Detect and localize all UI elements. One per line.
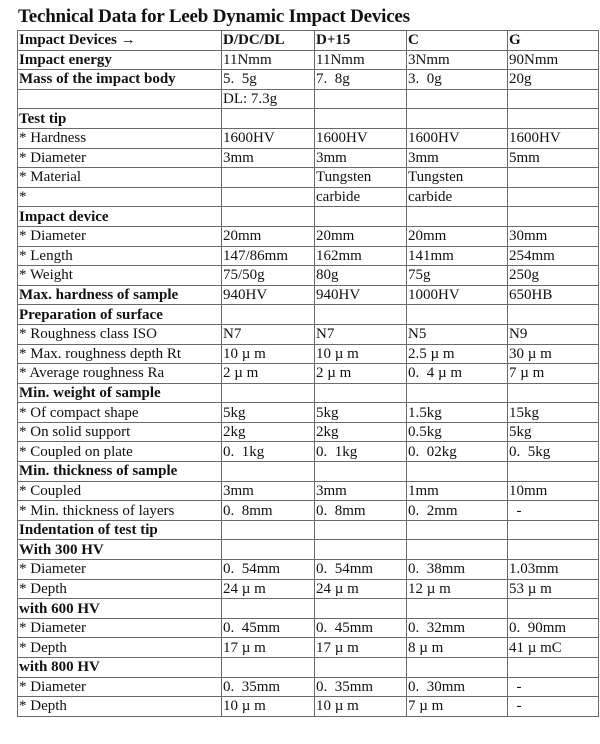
- cell-value: 940HV: [222, 285, 315, 305]
- cell-value: 0. 2mm: [407, 501, 508, 521]
- row-label: with 600 HV: [18, 599, 222, 619]
- cell-value: 53 µ m: [508, 579, 599, 599]
- cell-value: 1600HV: [315, 128, 407, 148]
- cell-value: 10mm: [508, 481, 599, 501]
- cell-value: Tungsten: [315, 168, 407, 188]
- cell-value: 12 µ m: [407, 579, 508, 599]
- cell-value: [315, 658, 407, 678]
- table-row: [18, 148, 599, 168]
- cell-value: [407, 658, 508, 678]
- cell-value: 2.5 µ m: [407, 344, 508, 364]
- cell-value: [315, 89, 407, 109]
- cell-value: 1600HV: [407, 128, 508, 148]
- cell-value: [222, 520, 315, 540]
- cell-value: 8 µ m: [407, 638, 508, 658]
- cell-value: 7 µ m: [508, 364, 599, 384]
- row-label: Preparation of surface: [18, 305, 222, 325]
- table-row: [18, 442, 599, 462]
- table-row: [18, 403, 599, 423]
- cell-value: 2kg: [222, 422, 315, 442]
- cell-value: -: [508, 677, 599, 697]
- cell-value: 3Nmm: [407, 50, 508, 70]
- table-row: [18, 697, 599, 717]
- cell-value: 10 µ m: [222, 697, 315, 717]
- section-row: [18, 70, 599, 90]
- cell-value: 2 µ m: [315, 364, 407, 384]
- cell-value: 0. 38mm: [407, 560, 508, 580]
- cell-value: [407, 462, 508, 482]
- cell-value: N7: [315, 324, 407, 344]
- section-row: [18, 520, 599, 540]
- row-label: * Roughness class ISO: [18, 324, 222, 344]
- row-label: * Hardness: [18, 128, 222, 148]
- section-row: [18, 50, 599, 70]
- cell-value: 0. 45mm: [222, 618, 315, 638]
- section-row: [18, 540, 599, 560]
- row-label: * Diameter: [18, 618, 222, 638]
- table-row: [18, 226, 599, 246]
- cell-value: 162mm: [315, 246, 407, 266]
- row-label: Impact device: [18, 207, 222, 227]
- cell-value: 0. 35mm: [222, 677, 315, 697]
- header-col-d-dc-dl: D/DC/DL: [222, 31, 315, 51]
- cell-value: [407, 89, 508, 109]
- cell-value: 940HV: [315, 285, 407, 305]
- table-row: [18, 364, 599, 384]
- table-row: [18, 422, 599, 442]
- cell-value: 3mm: [222, 481, 315, 501]
- cell-value: 20mm: [315, 226, 407, 246]
- section-row: [18, 462, 599, 482]
- cell-value: 2kg: [315, 422, 407, 442]
- cell-value: 3mm: [222, 148, 315, 168]
- cell-value: 1600HV: [508, 128, 599, 148]
- cell-value: 3mm: [315, 481, 407, 501]
- cell-value: [407, 109, 508, 129]
- row-label: *: [18, 187, 222, 207]
- cell-value: 250g: [508, 266, 599, 286]
- row-label: * Average roughness Ra: [18, 364, 222, 384]
- cell-value: 0. 30mm: [407, 677, 508, 697]
- cell-value: [508, 383, 599, 403]
- section-row: [18, 305, 599, 325]
- table-row: [18, 89, 599, 109]
- cell-value: [315, 462, 407, 482]
- section-row: [18, 383, 599, 403]
- cell-value: [222, 109, 315, 129]
- cell-value: N7: [222, 324, 315, 344]
- cell-value: 141mm: [407, 246, 508, 266]
- cell-value: 15kg: [508, 403, 599, 423]
- cell-value: [407, 540, 508, 560]
- cell-value: [508, 540, 599, 560]
- row-label: * Coupled: [18, 481, 222, 501]
- row-label: * Length: [18, 246, 222, 266]
- table-row: [18, 677, 599, 697]
- cell-value: [508, 207, 599, 227]
- cell-value: [222, 305, 315, 325]
- cell-value: 90Nmm: [508, 50, 599, 70]
- row-label: Mass of the impact body: [18, 70, 222, 90]
- table-row: [18, 324, 599, 344]
- cell-value: 24 µ m: [315, 579, 407, 599]
- cell-value: 11Nmm: [222, 50, 315, 70]
- cell-value: 2 µ m: [222, 364, 315, 384]
- table-row: [18, 246, 599, 266]
- row-label: Min. thickness of sample: [18, 462, 222, 482]
- cell-value: [508, 658, 599, 678]
- cell-value: 0. 8mm: [315, 501, 407, 521]
- cell-value: 1000HV: [407, 285, 508, 305]
- row-label: Impact energy: [18, 50, 222, 70]
- cell-value: [315, 109, 407, 129]
- cell-value: 0.5kg: [407, 422, 508, 442]
- cell-value: 147/86mm: [222, 246, 315, 266]
- cell-value: [508, 599, 599, 619]
- table-row: [18, 501, 599, 521]
- section-row: [18, 285, 599, 305]
- header-col-g: G: [508, 31, 599, 51]
- cell-value: [222, 207, 315, 227]
- cell-value: [315, 520, 407, 540]
- cell-value: [315, 305, 407, 325]
- cell-value: 10 µ m: [222, 344, 315, 364]
- cell-value: 41 µ mC: [508, 638, 599, 658]
- cell-value: [315, 599, 407, 619]
- cell-value: 75/50g: [222, 266, 315, 286]
- cell-value: 7. 8g: [315, 70, 407, 90]
- cell-value: 254mm: [508, 246, 599, 266]
- cell-value: carbide: [407, 187, 508, 207]
- cell-value: [508, 462, 599, 482]
- cell-value: [222, 383, 315, 403]
- cell-value: [222, 540, 315, 560]
- cell-value: [508, 109, 599, 129]
- cell-value: 1.03mm: [508, 560, 599, 580]
- cell-value: 20mm: [222, 226, 315, 246]
- cell-value: 0. 54mm: [315, 560, 407, 580]
- cell-value: 0. 02kg: [407, 442, 508, 462]
- row-label: * Max. roughness depth Rt: [18, 344, 222, 364]
- section-row: [18, 207, 599, 227]
- cell-value: [222, 168, 315, 188]
- cell-value: [407, 383, 508, 403]
- row-label: Max. hardness of sample: [18, 285, 222, 305]
- row-label: * Min. thickness of layers: [18, 501, 222, 521]
- table-row: [18, 618, 599, 638]
- cell-value: 7 µ m: [407, 697, 508, 717]
- row-label: * Depth: [18, 638, 222, 658]
- cell-value: 0. 4 µ m: [407, 364, 508, 384]
- header-col-c: C: [407, 31, 508, 51]
- cell-value: 5kg: [315, 403, 407, 423]
- row-label: * On solid support: [18, 422, 222, 442]
- table-row: [18, 168, 599, 188]
- header-col-d15: D+15: [315, 31, 407, 51]
- cell-value: [315, 207, 407, 227]
- cell-value: 20g: [508, 70, 599, 90]
- cell-value: [407, 520, 508, 540]
- cell-value: [407, 207, 508, 227]
- cell-value: [508, 305, 599, 325]
- cell-value: 3. 0g: [407, 70, 508, 90]
- cell-value: -: [508, 501, 599, 521]
- table-row: [18, 344, 599, 364]
- cell-value: [222, 462, 315, 482]
- cell-value: Tungsten: [407, 168, 508, 188]
- cell-value: 0. 5kg: [508, 442, 599, 462]
- technical-data-table: [17, 30, 599, 717]
- cell-value: [407, 599, 508, 619]
- table-row: [18, 128, 599, 148]
- cell-value: 10 µ m: [315, 344, 407, 364]
- row-label: Indentation of test tip: [18, 520, 222, 540]
- cell-value: N9: [508, 324, 599, 344]
- row-label: * Weight: [18, 266, 222, 286]
- cell-value: 17 µ m: [222, 638, 315, 658]
- cell-value: 1.5kg: [407, 403, 508, 423]
- table-row: [18, 638, 599, 658]
- row-label: with 800 HV: [18, 658, 222, 678]
- section-row: [18, 109, 599, 129]
- section-row: [18, 658, 599, 678]
- cell-value: [315, 540, 407, 560]
- row-label: * Diameter: [18, 148, 222, 168]
- cell-value: [508, 187, 599, 207]
- cell-value: [508, 89, 599, 109]
- section-row: [18, 599, 599, 619]
- table-row: [18, 579, 599, 599]
- row-label: Min. weight of sample: [18, 383, 222, 403]
- row-label: With 300 HV: [18, 540, 222, 560]
- table-row: [18, 481, 599, 501]
- cell-value: 10 µ m: [315, 697, 407, 717]
- cell-value: 5mm: [508, 148, 599, 168]
- row-label: * Diameter: [18, 560, 222, 580]
- cell-value: 0. 35mm: [315, 677, 407, 697]
- cell-value: [315, 383, 407, 403]
- cell-value: [222, 658, 315, 678]
- cell-value: 20mm: [407, 226, 508, 246]
- cell-value: 0. 1kg: [315, 442, 407, 462]
- table-row: [18, 560, 599, 580]
- cell-value: [508, 168, 599, 188]
- cell-value: 1mm: [407, 481, 508, 501]
- document-title: Technical Data for Leeb Dynamic Impact Devices: [18, 6, 410, 27]
- cell-value: 5. 5g: [222, 70, 315, 90]
- cell-value: 0. 32mm: [407, 618, 508, 638]
- cell-value: 11Nmm: [315, 50, 407, 70]
- cell-value: N5: [407, 324, 508, 344]
- row-label: * Material: [18, 168, 222, 188]
- row-label: * Depth: [18, 579, 222, 599]
- table-row: [18, 266, 599, 286]
- cell-value: -: [508, 697, 599, 717]
- cell-value: 17 µ m: [315, 638, 407, 658]
- row-label: * Diameter: [18, 677, 222, 697]
- cell-value: [222, 599, 315, 619]
- row-label: * Of compact shape: [18, 403, 222, 423]
- row-label: Test tip: [18, 109, 222, 129]
- row-label: [18, 89, 222, 109]
- cell-value: DL: 7.3g: [222, 89, 315, 109]
- row-label: * Diameter: [18, 226, 222, 246]
- cell-value: 0. 90mm: [508, 618, 599, 638]
- cell-value: 30 µ m: [508, 344, 599, 364]
- row-label: * Depth: [18, 697, 222, 717]
- cell-value: 5kg: [222, 403, 315, 423]
- cell-value: [407, 305, 508, 325]
- header-label: Impact Devices →: [18, 31, 222, 51]
- row-label: * Coupled on plate: [18, 442, 222, 462]
- cell-value: 3mm: [315, 148, 407, 168]
- table-row: [18, 187, 599, 207]
- cell-value: 24 µ m: [222, 579, 315, 599]
- cell-value: [508, 520, 599, 540]
- cell-value: carbide: [315, 187, 407, 207]
- cell-value: 650HB: [508, 285, 599, 305]
- cell-value: 80g: [315, 266, 407, 286]
- cell-value: 1600HV: [222, 128, 315, 148]
- cell-value: 0. 8mm: [222, 501, 315, 521]
- cell-value: 30mm: [508, 226, 599, 246]
- cell-value: 3mm: [407, 148, 508, 168]
- cell-value: [222, 187, 315, 207]
- cell-value: 0. 1kg: [222, 442, 315, 462]
- cell-value: 5kg: [508, 422, 599, 442]
- cell-value: 0. 54mm: [222, 560, 315, 580]
- header-row: [18, 31, 599, 51]
- cell-value: 0. 45mm: [315, 618, 407, 638]
- cell-value: 75g: [407, 266, 508, 286]
